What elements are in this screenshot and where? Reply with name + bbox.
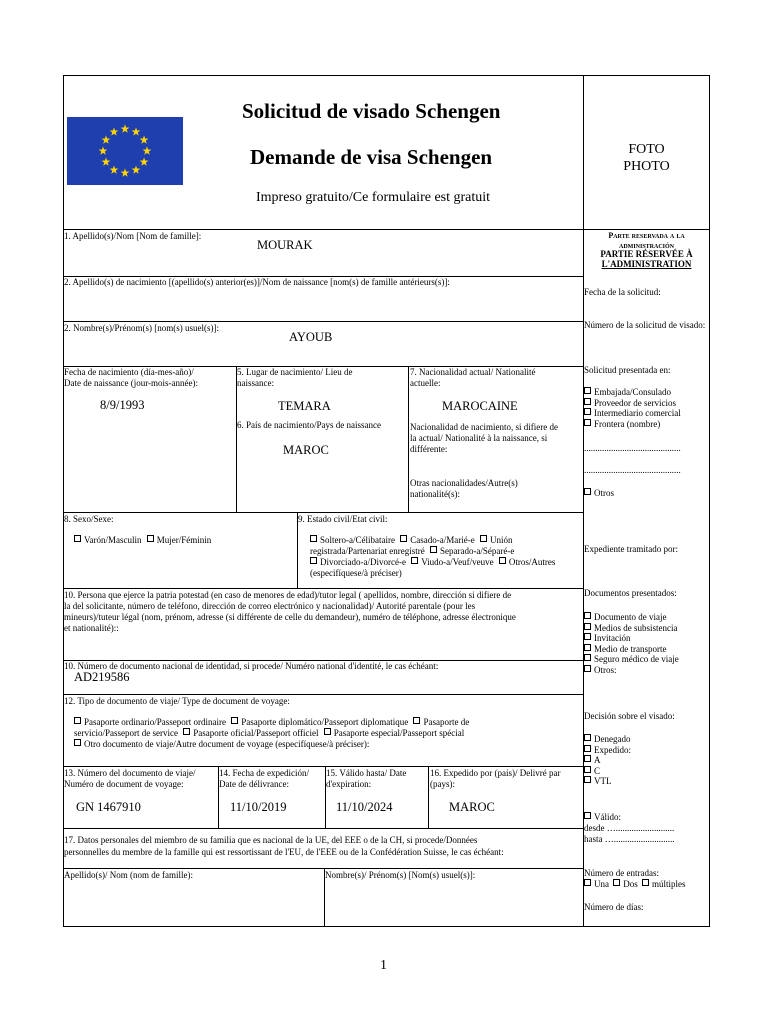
decision-option-label: C	[594, 765, 601, 776]
form-subtitle: Impreso gratuito/Ce formulaire est gratuit	[256, 190, 491, 205]
flag-star-icon	[132, 127, 141, 135]
admin-other-option	[584, 488, 614, 499]
decision-option-label: A	[594, 755, 601, 765]
field-11-label: 10. Número de documento nacional de identidad, si procede/ Numéro national d'identité, le cas échéant:	[64, 661, 439, 671]
checkbox-special-passport[interactable]	[324, 728, 331, 735]
field-15-label-es: 15. Válido hasta/ Date	[326, 768, 407, 778]
submitted-at-option	[584, 398, 681, 409]
form-border-top	[63, 75, 710, 76]
checkbox-female[interactable]	[147, 535, 154, 542]
flag-star-icon	[99, 146, 108, 154]
field-16-issued-by-value[interactable]: MAROC	[449, 800, 495, 814]
flag-star-icon	[102, 157, 111, 165]
option-married-label: Casado-a/Marié-e	[410, 535, 475, 545]
checkbox-other-document[interactable]	[74, 739, 81, 746]
option-male-label: Varón/Masculin	[84, 535, 142, 545]
document-option	[584, 633, 679, 644]
field-12-label: 12. Tipo de documento de viaje/ Type de document de voyage:	[64, 696, 290, 706]
admin-column-divider	[583, 75, 584, 927]
decision-option	[584, 776, 631, 787]
admin-submitted-at-options	[584, 387, 681, 429]
admin-application-number-label: Número de la solicitud de visado:	[584, 320, 706, 330]
flag-star-icon	[140, 135, 149, 143]
option-partnership-label: Unión	[489, 535, 513, 545]
checkbox-multiple-entries[interactable]	[642, 879, 649, 886]
document-type-line-1	[74, 717, 469, 728]
field-7-nationality-value[interactable]: MAROCAINE	[442, 399, 518, 413]
field-3-firstname-value[interactable]: AYOUB	[289, 330, 333, 344]
decision-checkbox[interactable]	[584, 755, 591, 762]
submitted-at-option-label: Proveedor de servicios	[594, 397, 676, 408]
field-13-label-fr: Numéro de document de voyage:	[64, 779, 184, 789]
document-option-label: Medio de transporte	[594, 643, 667, 654]
submitted-at-checkbox[interactable]	[584, 398, 591, 405]
document-option-label: Otros:	[594, 664, 617, 675]
field-5-birthplace-value[interactable]: TEMARA	[278, 399, 331, 413]
admin-heading-es	[584, 231, 709, 269]
option-partnership-label-cont: registrada/Partenariat enregistré	[310, 546, 425, 556]
option-ordinary-passport-label: Pasaporte ordinario/Passeport ordinaire	[84, 717, 226, 727]
checkbox-admin-other[interactable]	[584, 488, 591, 495]
admin-documents-label: Documentos presentados:	[584, 588, 677, 598]
field-11-id-number-value[interactable]: AD219586	[74, 670, 130, 684]
admin-heading-line-2: administración	[618, 240, 674, 250]
document-option	[584, 644, 679, 655]
flag-star-icon	[110, 127, 119, 135]
decision-option	[584, 755, 631, 766]
checkbox-divorced[interactable]	[310, 557, 317, 564]
field-10-label-3: mineurs)/tuteur légal (nom, prénom, adresse (si différente de celle du demandeur), numéro de téléphone, adresse électronique	[64, 612, 516, 622]
admin-submitted-at-label: Solicitud presentada en:	[584, 365, 671, 375]
checkbox-married[interactable]	[400, 535, 407, 542]
option-official-passport-label: Pasaporte oficial/Passeport officiel	[193, 728, 319, 738]
submitted-at-option	[584, 419, 681, 430]
option-service-passport-label-cont: servicio/Passeport de service	[74, 728, 178, 738]
checkbox-official-passport[interactable]	[183, 728, 190, 735]
row-divider	[63, 828, 583, 829]
field-15-expiry-date-value[interactable]: 11/10/2024	[336, 800, 393, 814]
checkbox-valid[interactable]	[584, 812, 591, 819]
form-title-french: Demande de visa Schengen	[250, 145, 493, 169]
checkbox-partnership[interactable]	[480, 535, 487, 542]
form-border-left	[63, 75, 64, 927]
checkbox-other-status[interactable]	[499, 557, 506, 564]
flag-star-icon	[110, 165, 119, 173]
civil-status-line-4: (especifíquese/à préciser)	[310, 568, 402, 578]
submitted-at-option	[584, 387, 681, 398]
field-7-birth-nationality-label-3: différente:	[410, 444, 448, 454]
checkbox-one-entry[interactable]	[584, 879, 591, 886]
submitted-at-checkbox[interactable]	[584, 387, 591, 394]
admin-days-label: Número de días:	[584, 902, 644, 912]
eu-stars-circle	[67, 117, 183, 185]
field-4-birthdate-value[interactable]: 8/9/1993	[100, 398, 145, 412]
document-checkbox[interactable]	[584, 633, 591, 640]
submitted-at-option	[584, 408, 681, 419]
option-two-entries-label: Dos	[623, 879, 638, 889]
eu-flag-icon	[67, 117, 183, 185]
admin-dotted-line-1: ...........................................	[584, 443, 681, 453]
option-divorced-label: Divorciado-a/Divorcé-e	[320, 557, 406, 567]
decision-checkbox[interactable]	[584, 745, 591, 752]
row-divider	[63, 588, 583, 589]
admin-application-date-label: Fecha de la solicitud:	[584, 287, 661, 297]
checkbox-single[interactable]	[310, 535, 317, 542]
admin-handled-by-label: Expediente tramitado por:	[584, 544, 678, 554]
field-3-label: 2. Nombre(s)/Prénom(s) [nom(s) usuel(s)]:	[64, 323, 219, 333]
submitted-at-option-label: Frontera (nombre)	[594, 418, 661, 429]
admin-decision-options	[584, 734, 631, 787]
checkbox-diplomatic-passport[interactable]	[231, 717, 238, 724]
admin-dotted-line-2: ...........................................	[584, 465, 681, 475]
flag-star-icon	[140, 157, 149, 165]
field-9-label: 9. Estado civil/Etat civil:	[298, 514, 388, 524]
document-option	[584, 623, 679, 634]
checkbox-male[interactable]	[74, 535, 81, 542]
field-1-label: 1. Apellido(s)/Nom [Nom de famille]:	[64, 231, 202, 241]
document-option	[584, 654, 679, 665]
decision-checkbox[interactable]	[584, 734, 591, 741]
field-13-document-number-value[interactable]: GN 1467910	[76, 800, 141, 814]
civil-status-line-3	[310, 557, 555, 568]
civil-status-line-1	[310, 535, 512, 546]
row-divider	[63, 321, 583, 322]
flag-star-icon	[121, 168, 130, 176]
decision-option-label: Expedido:	[594, 744, 631, 755]
field-5-label-fr: naissance:	[237, 378, 274, 388]
photo-box	[584, 141, 709, 175]
option-separated-label: Separado-a/Séparé-e	[439, 546, 515, 556]
document-checkbox[interactable]	[584, 654, 591, 661]
admin-entries-options	[584, 879, 686, 890]
checkbox-widowed[interactable]	[411, 557, 418, 564]
field-10-label-2: la del solicitante, número de teléfono, dirección de correo electrónico y nacionalidad)/ Autorité parentale (pour les	[64, 601, 476, 611]
admin-heading-line-3: PARTIE RÉSERVÉE À	[600, 249, 693, 259]
row-divider	[63, 694, 583, 695]
document-checkbox[interactable]	[584, 612, 591, 619]
field-16-label-fr: (pays):	[430, 779, 455, 789]
admin-valid-until: hasta …...........................	[584, 834, 675, 844]
document-checkbox[interactable]	[584, 623, 591, 630]
field-14-issue-date-value[interactable]: 11/10/2019	[230, 800, 287, 814]
field-7-label-es: 7. Nacionalidad actual/ Nationalité	[410, 367, 536, 377]
field-6-label: 6. País de nacimiento/Pays de naissance	[237, 420, 381, 430]
admin-other-label: Otros	[594, 488, 614, 498]
submitted-at-checkbox[interactable]	[584, 419, 591, 426]
checkbox-two-entries[interactable]	[613, 879, 620, 886]
field-17-surname-label: Apellido(s)/ Nom (nom de famille):	[64, 870, 193, 880]
submitted-at-option-label: Embajada/Consulado	[594, 387, 671, 397]
form-border-right	[709, 75, 710, 927]
cell-divider	[408, 366, 409, 512]
option-other-document-label: Otro documento de viaje/Autre document de voyage (especifíquese/à préciser):	[84, 739, 370, 749]
field-17-firstname-label: Nombre(s)/ Prénom(s) [Nom(s) usuel(s)]:	[325, 870, 476, 880]
document-option-label: Seguro médico de viaje	[594, 654, 679, 664]
field-10-label-4: et nationalité)::	[64, 623, 119, 633]
option-service-passport-label: Pasaporte de	[423, 717, 470, 727]
field-7-birth-nationality-label-2: la actual/ Nationalité à la naissance, si	[410, 433, 548, 443]
field-7-other-nationalities-label-2: nationalité(s):	[410, 489, 460, 499]
cell-divider	[428, 766, 429, 828]
document-option-label: Medios de subsistencia	[594, 622, 678, 633]
decision-checkbox[interactable]	[584, 766, 591, 773]
document-option-label: Documento de viaje	[594, 612, 667, 622]
option-diplomatic-passport-label: Pasaporte diplomático/Passeport diplomatique	[241, 717, 409, 727]
form-border-bottom	[63, 926, 710, 927]
field-7-other-nationalities-label: Otras nacionalidades/Autre(s)	[410, 478, 518, 488]
flag-star-icon	[102, 135, 111, 143]
document-checkbox[interactable]	[584, 644, 591, 651]
submitted-at-option-label: Intermediario comercial	[594, 408, 681, 418]
form-title-spanish: Solicitud de visado Schengen	[242, 99, 501, 123]
field-17-label-2: personnelles du membre de la famille qui est ressortissant de l'EU, de l'EEE ou de la Confédération Suisse, le cas échéant:	[64, 847, 504, 857]
decision-checkbox[interactable]	[584, 776, 591, 783]
option-other-status-label: Otros/Autres	[508, 557, 556, 567]
decision-option-label: Denegado	[594, 734, 631, 744]
field-14-label-es: 14. Fecha de expedición/	[219, 768, 309, 778]
checkbox-ordinary-passport[interactable]	[74, 717, 81, 724]
field-2-label: 2. Apellido(s) de nacimiento [(apellido(s) anterior(es)]/Nom de naissance [nom(s) de famille antérieurs(s)]:	[64, 277, 450, 287]
admin-valid-from: desde …..........................	[584, 823, 675, 833]
admin-documents-options	[584, 612, 679, 675]
field-10-label-1: 10. Persona que ejerce la patria potestad (en caso de menores de edad)/tutor legal ( apellidos, nombre, dirección si difiere de	[64, 590, 512, 600]
field-16-label-es: 16. Expedido por (país)/ Delivré par	[430, 768, 561, 778]
field-6-birthcountry-value[interactable]: MAROC	[283, 443, 329, 457]
decision-option-label: VTL	[594, 776, 612, 786]
decision-option	[584, 734, 631, 745]
admin-decision-label: Decisión sobre el visado:	[584, 711, 675, 721]
admin-valid-option	[584, 812, 621, 823]
decision-option	[584, 766, 631, 777]
field-13-label-es: 13. Número del documento de viaje/	[64, 768, 196, 778]
document-checkbox[interactable]	[584, 665, 591, 672]
field-8-options	[74, 535, 211, 546]
document-option-label: Invitación	[594, 633, 631, 643]
row-divider	[63, 229, 710, 230]
document-option	[584, 665, 679, 676]
decision-option	[584, 745, 631, 756]
civil-status-line-2	[310, 546, 514, 557]
field-4-label-fr: Date de naissance (jour-mois-année):	[64, 378, 199, 388]
row-divider	[63, 868, 583, 869]
document-type-line-3	[74, 739, 369, 750]
option-widowed-label: Viudo-a/Veuf/veuve	[421, 557, 494, 567]
field-14-label-fr: Date de délivrance:	[219, 779, 289, 789]
field-7-label-fr: actuelle:	[410, 378, 441, 388]
checkbox-service-passport[interactable]	[413, 717, 420, 724]
admin-valid-label: Válido:	[594, 812, 621, 822]
option-female-label: Mujer/Féminin	[156, 535, 212, 545]
flag-star-icon	[132, 165, 141, 173]
submitted-at-checkbox[interactable]	[584, 408, 591, 415]
field-17-label-1: 17. Datos personales del miembro de su familia que es nacional de la UE, del EEE o de la CH, si procede/Données	[64, 835, 478, 845]
row-divider	[63, 766, 583, 767]
option-special-passport-label: Pasaporte especial/Passeport spécial	[333, 728, 465, 738]
flag-star-icon	[121, 124, 130, 132]
admin-heading-line-4: L'ADMINISTRATION	[601, 258, 692, 269]
row-divider	[63, 512, 583, 513]
document-type-line-2	[74, 728, 464, 739]
field-15-label-fr: d'expiration:	[326, 779, 372, 789]
field-4-label-es: Fecha de nacimiento (día-mes-año)/	[64, 367, 194, 377]
flag-star-icon	[143, 146, 152, 154]
field-1-surname-value[interactable]: MOURAK	[257, 238, 313, 252]
option-multiple-entries-label: múltiples	[652, 879, 686, 889]
page-number: 1	[380, 958, 387, 973]
field-7-birth-nationality-label: Nacionalidad de nacimiento, si difiere de	[410, 422, 558, 432]
option-one-entry-label: Una	[594, 879, 609, 889]
photo-label-fr: PHOTO	[623, 159, 670, 174]
checkbox-separated[interactable]	[430, 546, 437, 553]
field-8-label: 8. Sexo/Sexe:	[64, 514, 114, 524]
option-single-label: Soltero-a/Célibataire	[320, 535, 395, 545]
field-5-label-es: 5. Lugar de nacimiento/ Lieu de	[237, 367, 353, 377]
admin-heading-line-1: Parte reservada a la	[608, 231, 685, 240]
admin-entries-label: Número de entradas:	[584, 868, 659, 878]
document-option	[584, 612, 679, 623]
photo-label-es: FOTO	[628, 142, 665, 157]
